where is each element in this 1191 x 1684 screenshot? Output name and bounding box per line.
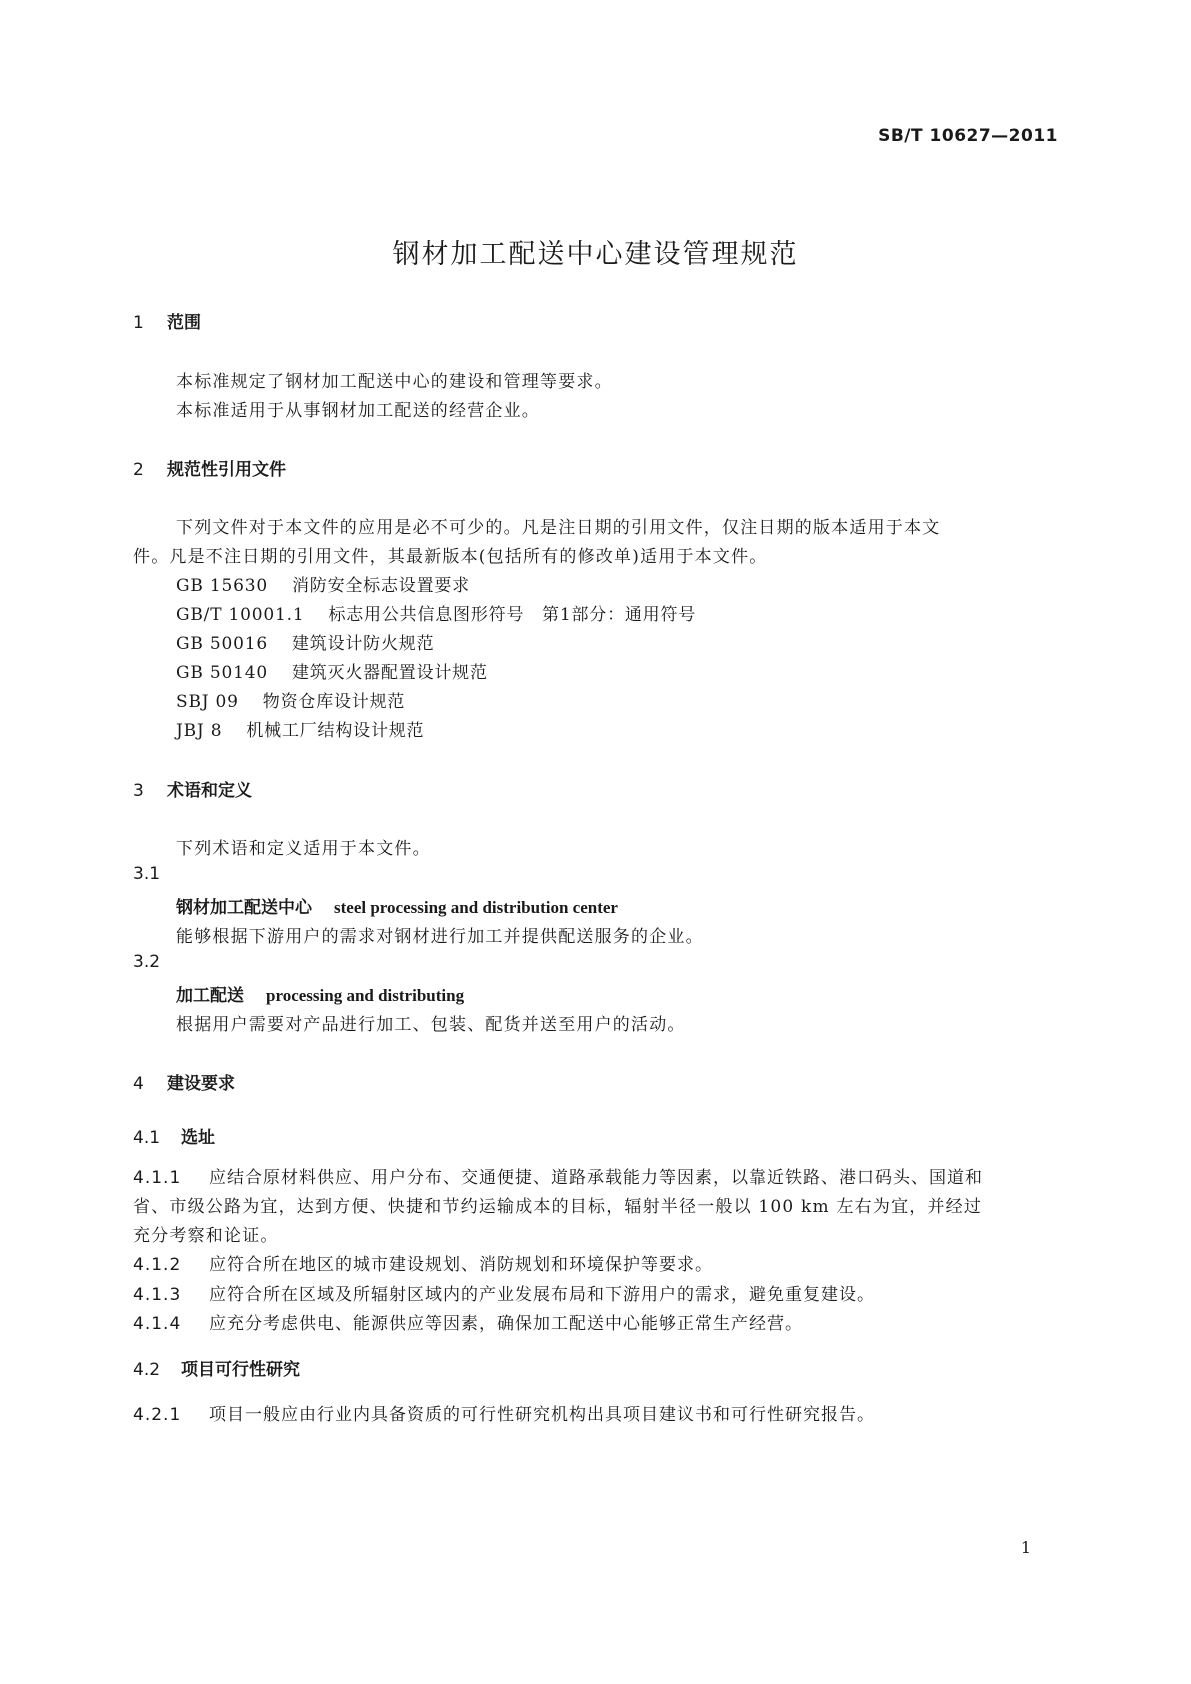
clause-text: 项目一般应由行业内具备资质的可行性研究机构出具项目建议书和可行性研究报告。: [209, 1405, 875, 1425]
section-title: 规范性引用文件: [167, 460, 286, 480]
clause-4-2-1: [133, 1400, 875, 1425]
clause-number: 4.1.4: [133, 1314, 182, 1334]
normative-reference-item: [176, 716, 424, 741]
normative-reference-item: [176, 571, 470, 596]
reference-code: SBJ 09: [176, 692, 239, 712]
section-2-heading: [133, 455, 286, 480]
term-definition: 能够根据下游用户的需求对钢材进行加工并提供配送服务的企业。: [176, 927, 704, 947]
reference-title: 消防安全标志设置要求: [291, 576, 470, 596]
subsection-4-2-heading: [133, 1355, 300, 1380]
document-title: 钢材加工配送中心建设管理规范: [392, 239, 799, 270]
clause-4-1-1: [133, 1163, 983, 1188]
reference-title: 标志用公共信息图形符号 第1部分：通用符号: [328, 605, 697, 625]
subsection-title: 项目可行性研究: [181, 1360, 300, 1380]
section-1-heading: [133, 308, 201, 333]
section-3-intro: 下列术语和定义适用于本文件。: [176, 839, 431, 859]
section-2-paragraph-line-2: 件。凡是不注日期的引用文件，其最新版本(包括所有的修改单)适用于本文件。: [133, 547, 768, 567]
reference-title: 建筑灭火器配置设计规范: [291, 663, 488, 683]
term-name: [176, 893, 618, 918]
clause-text: 应符合所在区域及所辐射区域内的产业发展布局和下游用户的需求，避免重复建设。: [209, 1285, 875, 1305]
reference-title: 物资仓库设计规范: [262, 692, 406, 712]
reference-code: JBJ 8: [176, 721, 223, 741]
term-chinese: 钢材加工配送中心: [176, 898, 312, 918]
normative-reference-item: [176, 658, 488, 683]
section-4-heading: [133, 1069, 235, 1094]
clause-4-1-4: [133, 1309, 803, 1334]
clause-number: 4.1.2: [133, 1255, 182, 1275]
term-english: processing and distributing: [266, 986, 465, 1005]
clause-text: 应结合原材料供应、用户分布、交通便捷、道路承载能力等因素，以靠近铁路、港口码头、国道和: [209, 1168, 983, 1188]
clause-4-1-2: [133, 1250, 713, 1275]
normative-reference-item: [176, 600, 696, 625]
clause-number: 4.2.1: [133, 1405, 182, 1425]
section-title: 建设要求: [167, 1074, 235, 1094]
subsection-4-1-heading: [133, 1123, 215, 1148]
reference-code: GB 50016: [176, 634, 268, 654]
section-2-paragraph-line-1: 下列文件对于本文件的应用是必不可少的。凡是注日期的引用文件，仅注日期的版本适用于本文: [176, 518, 941, 538]
clause-4-1-1-continuation: 充分考察和论证。: [133, 1226, 279, 1246]
clause-text: 应符合所在地区的城市建设规划、消防规划和环境保护等要求。: [209, 1255, 713, 1275]
term-english: steel processing and distribution center: [334, 898, 618, 917]
subsection-title: 选址: [181, 1128, 215, 1148]
section-1-paragraph-1: 本标准规定了钢材加工配送中心的建设和管理等要求。: [176, 372, 613, 392]
reference-title: 机械工厂结构设计规范: [246, 721, 425, 741]
clause-4-1-3: [133, 1280, 875, 1305]
section-3-heading: [133, 776, 252, 801]
section-number: 2: [133, 460, 144, 480]
clause-number: 4.1.1: [133, 1168, 182, 1188]
term-number: 3.1: [133, 864, 161, 884]
section-title: 术语和定义: [167, 781, 252, 801]
section-1-paragraph-2: 本标准适用于从事钢材加工配送的经营企业。: [176, 401, 540, 421]
term-definition: 根据用户需要对产品进行加工、包装、配货并送至用户的活动。: [176, 1015, 686, 1035]
standard-code: SB/T 10627—2011: [878, 126, 1058, 146]
reference-code: GB 15630: [176, 576, 268, 596]
clause-text: 应充分考虑供电、能源供应等因素，确保加工配送中心能够正常生产经营。: [209, 1314, 803, 1334]
section-number: 3: [133, 781, 144, 801]
normative-reference-item: [176, 687, 405, 712]
clause-4-1-1-continuation: 省、市级公路为宜，达到方便、快捷和节约运输成本的目标，辐射半径一般以 100 km 左右为宜，并经过: [133, 1197, 983, 1217]
section-number: 4: [133, 1074, 144, 1094]
section-title: 范围: [167, 313, 201, 333]
clause-number: 4.1.3: [133, 1285, 182, 1305]
reference-code: GB/T 10001.1: [176, 605, 305, 625]
reference-code: GB 50140: [176, 663, 268, 683]
subsection-number: 4.2: [133, 1360, 161, 1380]
subsection-number: 4.1: [133, 1128, 161, 1148]
section-number: 1: [133, 313, 144, 333]
term-name: [176, 981, 464, 1006]
normative-reference-item: [176, 629, 434, 654]
term-chinese: 加工配送: [176, 986, 244, 1006]
reference-title: 建筑设计防火规范: [291, 634, 435, 654]
term-number: 3.2: [133, 952, 161, 972]
page-number: 1: [1020, 1538, 1031, 1557]
